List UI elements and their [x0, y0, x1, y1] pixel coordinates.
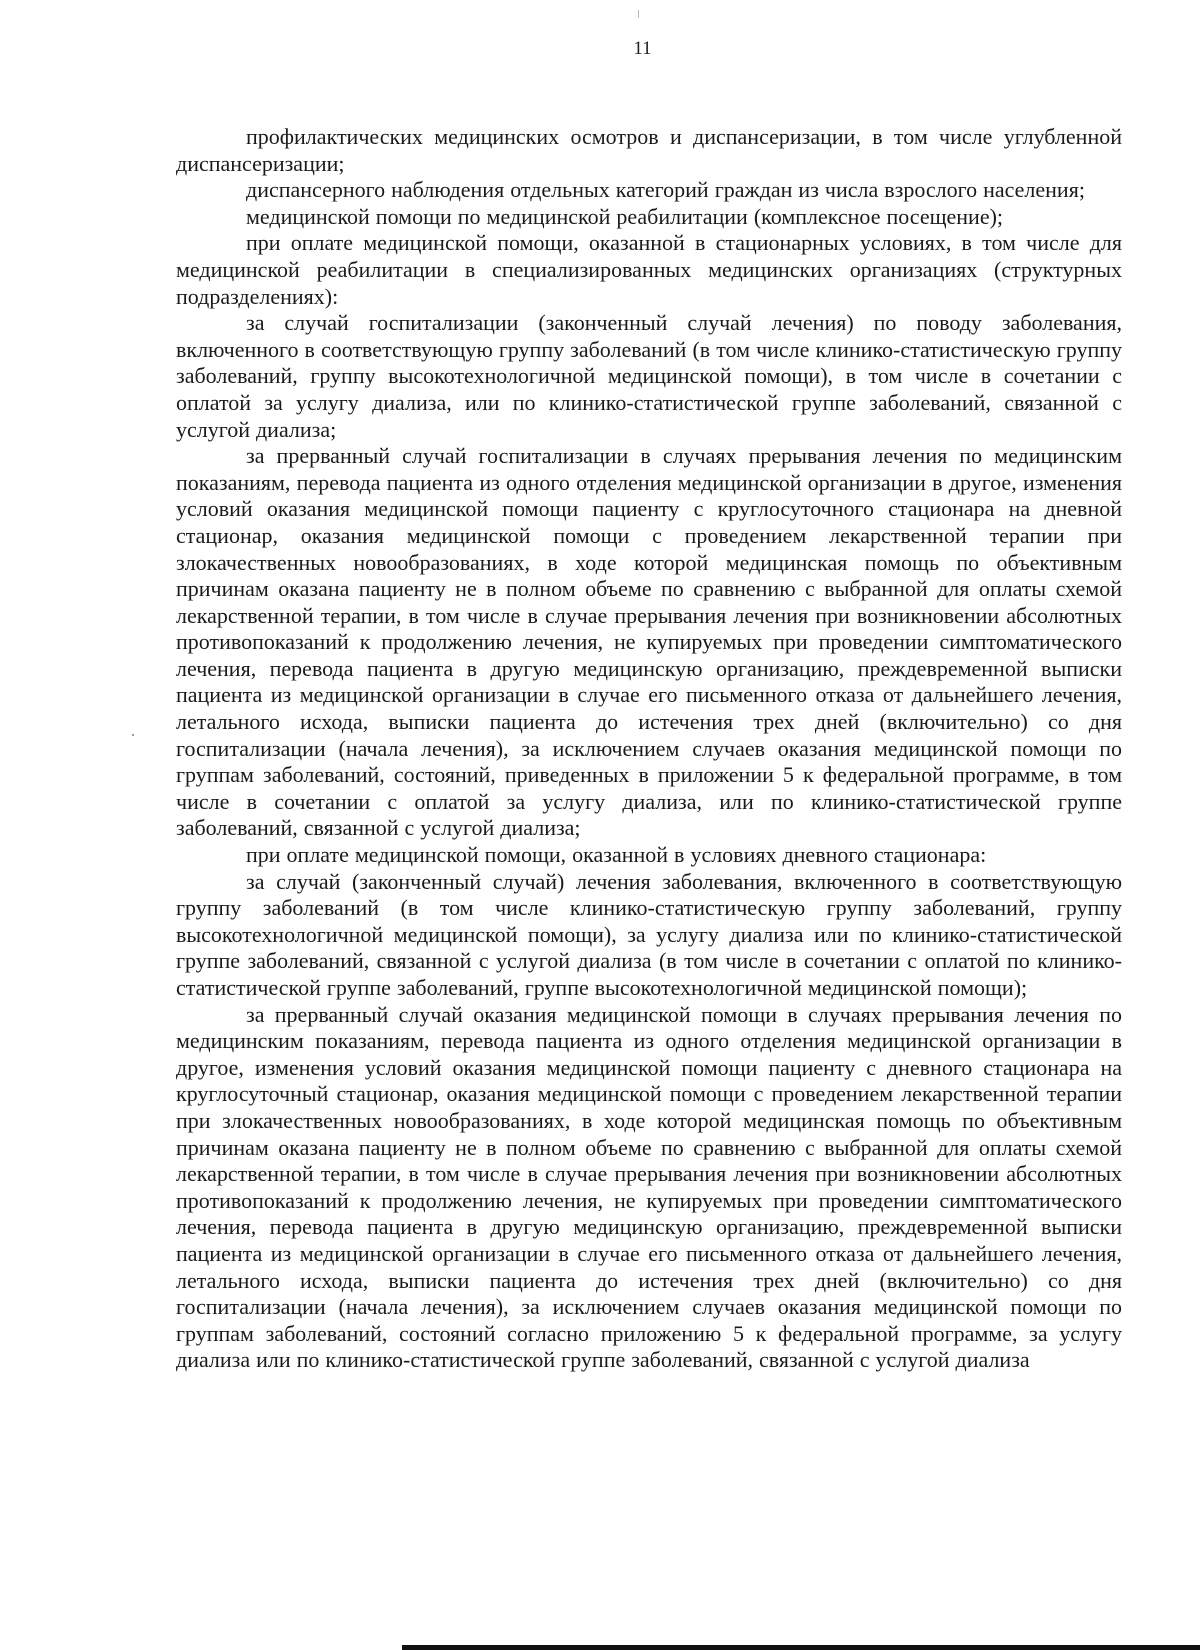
paragraph: при оплате медицинской помощи, оказанной в условиях дневного стационара: [246, 842, 987, 868]
page-number: 11 [633, 38, 652, 59]
paragraph: при оплате медицинской помощи, оказанной в стационарных условиях, в том числе для медицинской реабилитации в специализированных медицинских организациях (структурных подразделениях): [176, 230, 1122, 309]
paragraph: за случай госпитализации (законченный случай лечения) по поводу заболевания, включенного в соответствующую группу заболеваний (в том числе клинико-статистическую группу заболеваний, группу высокотехнологичной медицинской помощи), в том числе в сочетании с оплатой за услугу диализа, или по клинико-статистической группе заболеваний, связанной с услугой диализа; [176, 310, 1122, 442]
paragraph: диспансерного наблюдения отдельных категорий граждан из числа взрослого населения; [246, 177, 1085, 203]
document-body [176, 124, 1122, 1374]
paragraph: профилактических медицинских осмотров и диспансеризации, в том числе углубленной диспансеризации; [176, 124, 1122, 176]
bottom-rule [402, 1645, 1200, 1650]
paragraph: за прерванный случай оказания медицинской помощи в случаях прерывания лечения по медицинским показаниям, перевода пациента из одного отделения медицинской организации в другое, изменения условий оказания медицинской помощи пациенту с дневного стационара на круглосуточный стационар, оказания медицинской помощи с проведением лекарственной терапии при злокачественных новообразованиях, в ходе которой медицинская помощь по объективным причинам оказана пациенту не в полном объеме по сравнению с выбранной для оплаты схемой лекарственной терапии, в том числе в случае прерывания лечения при возникновении абсолютных противопоказаний к продолжению лечения, не купируемых при проведении симптоматического лечения, перевода пациента в другую медицинскую организацию, преждевременной выписки пациента из медицинской организации в случае его письменного отказа от дальнейшего лечения, летального исхода, выписки пациента до истечения трех дней (включительно) со дня госпитализации (начала лечения), за исключением случаев оказания медицинской помощи по группам заболеваний, состояний согласно приложению 5 к федеральной программе, за услугу диализа или по клинико-статистической группе заболеваний, связанной с услугой диализа [176, 1001, 1122, 1373]
paragraph: медицинской помощи по медицинской реабилитации (комплексное посещение); [246, 203, 1004, 229]
scan-artifact [132, 734, 134, 736]
scan-artifact [638, 10, 639, 18]
paragraph: за случай (законченный случай) лечения заболевания, включенного в соответствующую группу заболеваний (в том числе клинико-статистическую группу заболеваний, группу высокотехнологичной медицинской помощи), за услугу диализа или по клинико-статистической группе заболеваний, связанной с услугой диализа (в том числе в сочетании с оплатой по клинико-статистической группе заболеваний, группе высокотехнологичной медицинской помощи); [176, 868, 1122, 1000]
paragraph: за прерванный случай госпитализации в случаях прерывания лечения по медицинским показаниям, перевода пациента из одного отделения медицинской организации в другое, изменения условий оказания медицинской помощи пациенту с круглосуточного стационара на дневной стационар, оказания медицинской помощи с проведением лекарственной терапии при злокачественных новообразованиях, в ходе которой медицинская помощь по объективным причинам оказана пациенту не в полном объеме по сравнению с выбранной для оплаты схемой лекарственной терапии, в том числе в случае прерывания лечения при возникновении абсолютных противопоказаний к продолжению лечения, не купируемых при проведении симптоматического лечения, перевода пациента в другую медицинскую организацию, преждевременной выписки пациента из медицинской организации в случае его письменного отказа от дальнейшего лечения, летального исхода, выписки пациента до истечения трех дней (включительно) со дня госпитализации (начала лечения), за исключением случаев оказания медицинской помощи по группам заболеваний, состояний, приведенных в приложении 5 к федеральной программе, в том числе в сочетании с оплатой за услугу диализа, или по клинико-статистической группе заболеваний, связанной с услугой диализа; [176, 443, 1122, 841]
